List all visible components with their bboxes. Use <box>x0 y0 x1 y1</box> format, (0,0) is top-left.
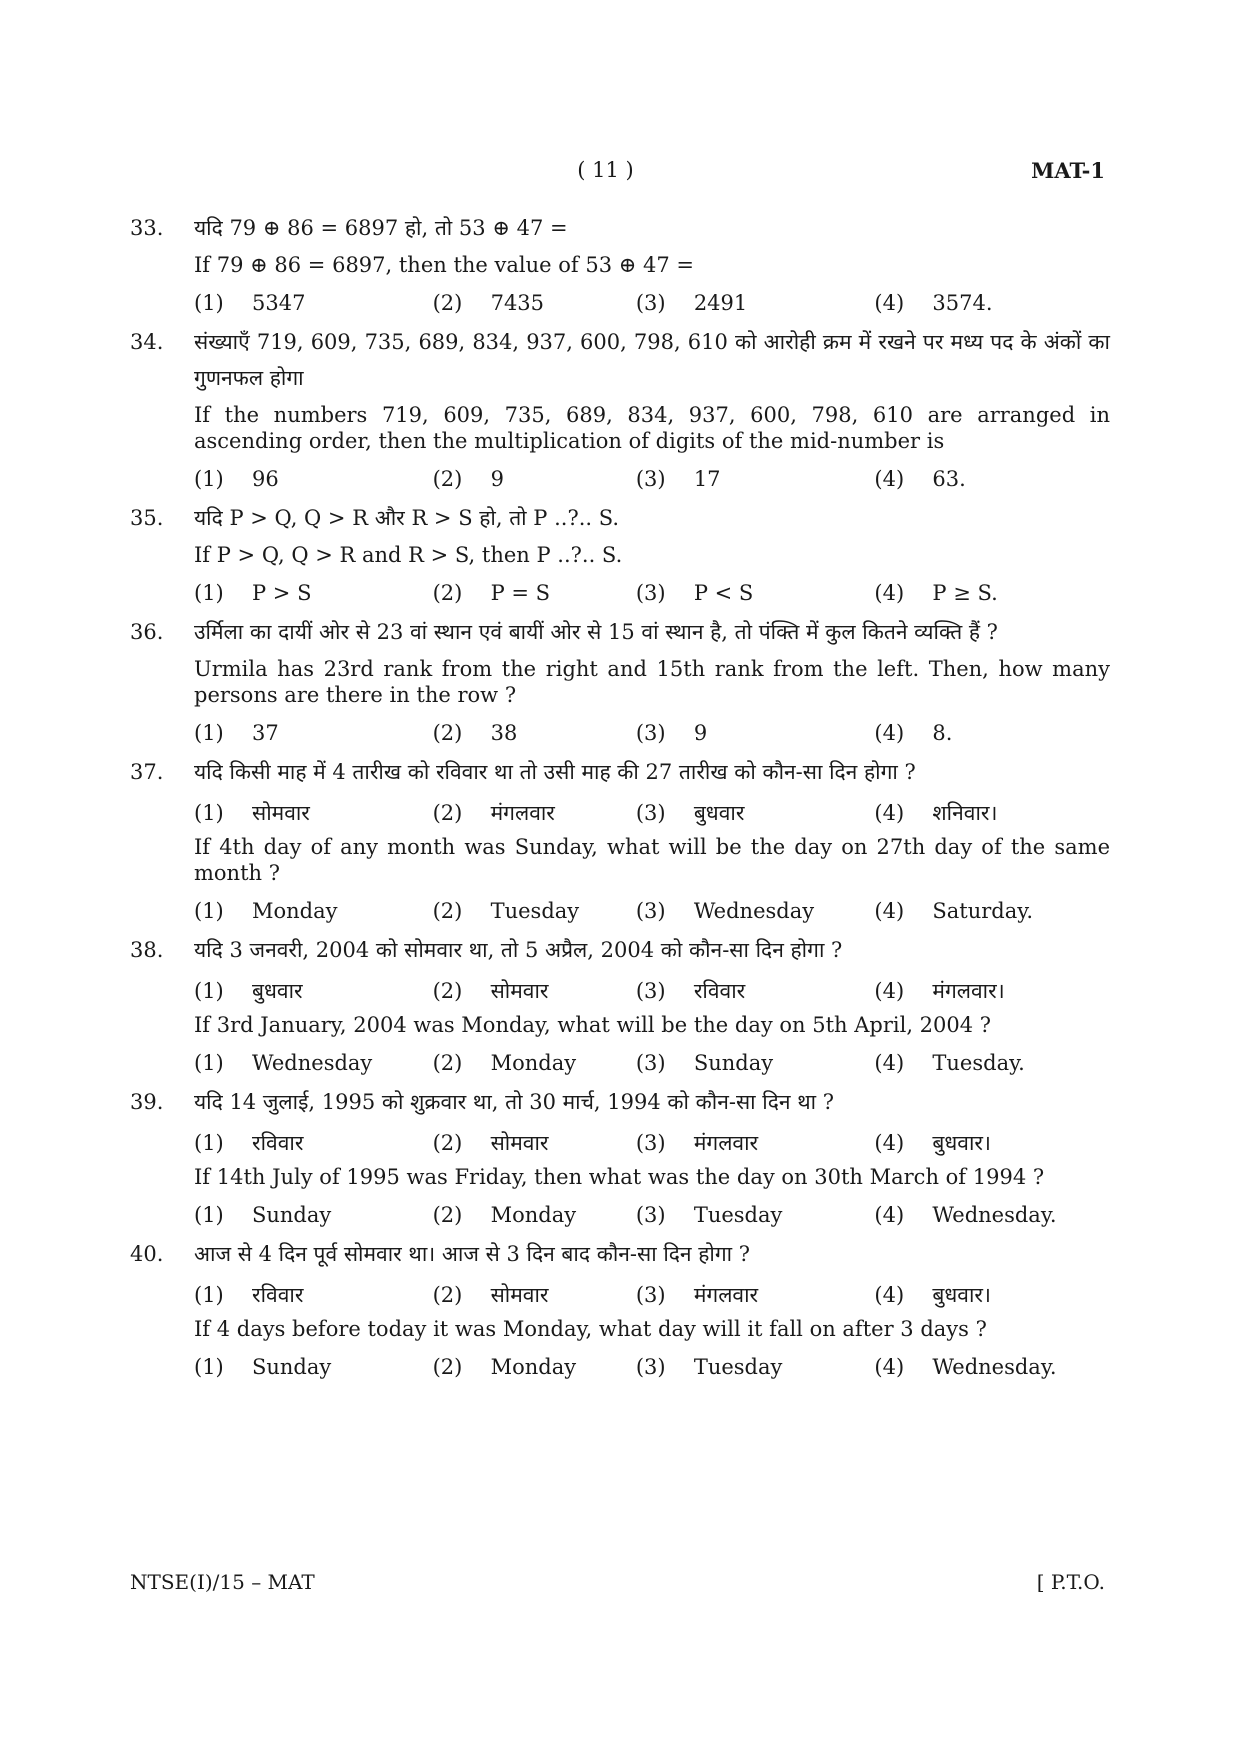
question-text-hindi: आज से 4 दिन पूर्व सोमवार था। आज से 3 दिन बाद कौन-सा दिन होगा ? <box>194 1242 751 1266</box>
option-number: (4) <box>874 581 905 605</box>
option-number: (3) <box>635 979 666 1003</box>
option-text: बुधवार। <box>932 1283 991 1307</box>
option-text: मंगलवार <box>490 801 555 825</box>
option-item <box>194 576 433 610</box>
option-number: (2) <box>432 899 463 923</box>
option-item <box>194 1278 433 1312</box>
question-block <box>130 500 1110 610</box>
option-number: (4) <box>874 1203 905 1227</box>
question-text-english: If P > Q, Q > R and R > S, then P ..?.. S. <box>194 543 623 567</box>
option-item <box>636 796 875 830</box>
options-english <box>194 576 1110 610</box>
option-number: (1) <box>194 1283 224 1307</box>
option-item <box>433 576 636 610</box>
options-hindi <box>194 796 1110 830</box>
option-number: (2) <box>432 1355 463 1379</box>
options-english <box>194 894 1110 928</box>
option-item <box>874 286 1110 320</box>
option-item <box>433 462 636 496</box>
option-number: (3) <box>635 721 666 745</box>
option-item <box>194 1126 433 1160</box>
question-number: 39. <box>130 1090 164 1114</box>
option-number: (2) <box>432 581 463 605</box>
option-item <box>194 1198 433 1232</box>
option-text: बुधवार। <box>932 1131 991 1155</box>
option-number: (4) <box>874 721 905 745</box>
option-number: (4) <box>874 467 905 491</box>
option-text: Monday <box>490 1051 577 1075</box>
option-item <box>874 576 1110 610</box>
option-number: (4) <box>874 1355 905 1379</box>
question-body <box>194 324 1110 496</box>
option-number: (4) <box>874 801 905 825</box>
option-number: (3) <box>635 467 666 491</box>
option-number: (1) <box>194 721 224 745</box>
option-item <box>636 1198 875 1232</box>
option-item <box>433 1126 636 1160</box>
option-item <box>433 286 636 320</box>
question-number: 34. <box>130 330 164 354</box>
option-text: Monday <box>490 1355 577 1379</box>
options-hindi <box>194 1278 1110 1312</box>
option-item <box>636 716 875 750</box>
footer-paper-id: NTSE(I)/15 – MAT <box>130 1570 315 1594</box>
question-block <box>130 1236 1110 1384</box>
option-text: Wednesday <box>252 1051 373 1075</box>
option-text: शनिवार। <box>932 801 998 825</box>
option-text: Sunday <box>693 1051 774 1075</box>
question-body <box>194 614 1110 750</box>
option-item <box>194 462 433 496</box>
option-number: (1) <box>194 467 224 491</box>
paper-code: MAT-1 <box>1031 158 1105 183</box>
option-number: (2) <box>432 1283 463 1307</box>
option-text: मंगलवार <box>693 1131 759 1155</box>
question-block <box>130 324 1110 496</box>
option-text: 17 <box>693 467 721 491</box>
option-item <box>874 1278 1110 1312</box>
option-item <box>636 462 875 496</box>
option-number: (3) <box>635 1283 666 1307</box>
option-text: सोमवार <box>490 1131 549 1155</box>
option-item <box>194 1350 433 1384</box>
option-text: 9 <box>490 467 504 491</box>
question-number: 38. <box>130 938 164 962</box>
option-number: (1) <box>194 801 224 825</box>
option-item <box>636 974 875 1008</box>
option-item <box>194 1046 433 1080</box>
question-number: 35. <box>130 506 164 530</box>
option-number: (2) <box>432 467 463 491</box>
option-number: (4) <box>874 291 905 315</box>
option-number: (1) <box>194 291 224 315</box>
option-text: 8. <box>932 721 953 745</box>
option-item <box>433 1046 636 1080</box>
question-text-hindi: यदि 14 जुलाई, 1995 को शुक्रवार था, तो 30 मार्च, 1994 को कौन-सा दिन था ? <box>194 1090 834 1114</box>
option-text: मंगलवार। <box>932 979 1005 1003</box>
question-text-english: If the numbers 719, 609, 735, 689, 834, 937, 600, 798, 610 are arranged in ascending order, then the multiplication of digits of the mid-number is <box>194 403 1110 453</box>
question-block <box>130 614 1110 750</box>
option-item <box>636 894 875 928</box>
option-number: (1) <box>194 899 224 923</box>
option-text: Tuesday. <box>932 1051 1025 1075</box>
question-text-english: If 4 days before today it was Monday, what day will it fall on after 3 days ? <box>194 1317 987 1341</box>
option-text: Wednesday. <box>932 1355 1057 1379</box>
option-number: (1) <box>194 979 224 1003</box>
option-number: (4) <box>874 1051 905 1075</box>
question-body <box>194 754 1110 928</box>
option-item <box>194 894 433 928</box>
options-english <box>194 286 1110 320</box>
option-item <box>194 286 433 320</box>
question-text-hindi: यदि 3 जनवरी, 2004 को सोमवार था, तो 5 अप्रैल, 2004 को कौन-सा दिन होगा ? <box>194 938 843 962</box>
option-text: Sunday <box>252 1355 332 1379</box>
option-text: P > S <box>252 581 312 605</box>
question-body <box>194 210 1110 320</box>
option-text: P < S <box>693 581 754 605</box>
question-text-hindi: यदि P > Q, Q > R और R > S हो, तो P ..?.. S. <box>194 506 620 530</box>
option-number: (1) <box>194 1203 224 1227</box>
option-number: (2) <box>432 1051 463 1075</box>
option-text: P ≥ S. <box>932 581 998 605</box>
option-item <box>433 1198 636 1232</box>
option-item <box>874 894 1110 928</box>
options-english <box>194 1046 1110 1080</box>
question-text-english: Urmila has 23rd rank from the right and 15th rank from the left. Then, how many persons are there in the row ? <box>194 657 1110 707</box>
option-text: सोमवार <box>252 801 310 825</box>
page-number: ( 11 ) <box>577 158 634 182</box>
question-text-english: If 79 ⊕ 86 = 6897, then the value of 53 ⊕ 47 = <box>194 253 695 277</box>
question-text-hindi: संख्याएँ 719, 609, 735, 689, 834, 937, 600, 798, 610 को आरोही क्रम में रखने पर मध्य पद के अंकों का गुणनफल होगा <box>194 330 1110 390</box>
option-item <box>636 1126 875 1160</box>
options-hindi <box>194 974 1110 1008</box>
question-text-english: If 4th day of any month was Sunday, what will be the day on 27th day of the same month ? <box>194 835 1110 885</box>
option-text: मंगलवार <box>693 1283 759 1307</box>
option-text: सोमवार <box>490 1283 549 1307</box>
option-text: Monday <box>490 1203 577 1227</box>
question-body <box>194 500 1110 610</box>
option-number: (3) <box>635 1203 666 1227</box>
option-item <box>874 1126 1110 1160</box>
option-number: (3) <box>635 581 666 605</box>
option-text: 9 <box>693 721 708 745</box>
question-number: 37. <box>130 760 164 784</box>
option-text: 63. <box>932 467 966 491</box>
question-body <box>194 1236 1110 1384</box>
option-text: Saturday. <box>932 899 1034 923</box>
options-english <box>194 1198 1110 1232</box>
option-number: (2) <box>432 1131 463 1155</box>
option-text: 5347 <box>252 291 306 315</box>
question-block <box>130 1084 1110 1232</box>
option-number: (3) <box>635 1355 666 1379</box>
option-text: 37 <box>252 721 279 745</box>
option-number: (2) <box>432 1203 463 1227</box>
option-item <box>874 974 1110 1008</box>
question-text-hindi: यदि 79 ⊕ 86 = 6897 हो, तो 53 ⊕ 47 = <box>194 216 568 240</box>
option-text: Tuesday <box>490 899 580 923</box>
option-number: (1) <box>194 1355 224 1379</box>
option-number: (1) <box>194 1051 224 1075</box>
options-english <box>194 462 1110 496</box>
option-text: 3574. <box>932 291 993 315</box>
option-item <box>433 894 636 928</box>
option-number: (2) <box>432 979 463 1003</box>
option-number: (3) <box>635 801 666 825</box>
question-number: 40. <box>130 1242 164 1266</box>
question-list <box>130 210 1110 1388</box>
footer-pto: [ P.T.O. <box>1036 1570 1105 1594</box>
option-item <box>636 286 875 320</box>
option-number: (1) <box>194 1131 224 1155</box>
option-number: (4) <box>874 979 905 1003</box>
option-text: बुधवार <box>252 979 303 1003</box>
option-text: Monday <box>252 899 338 923</box>
option-text: 38 <box>490 721 518 745</box>
option-item <box>636 1350 875 1384</box>
option-item <box>194 716 433 750</box>
question-block <box>130 210 1110 320</box>
option-text: P = S <box>490 581 551 605</box>
option-item <box>433 716 636 750</box>
option-item <box>874 1046 1110 1080</box>
option-number: (2) <box>432 291 463 315</box>
question-block <box>130 932 1110 1080</box>
question-block <box>130 754 1110 928</box>
option-item <box>433 1278 636 1312</box>
option-text: सोमवार <box>490 979 549 1003</box>
option-item <box>874 796 1110 830</box>
option-number: (2) <box>432 801 463 825</box>
question-body <box>194 932 1110 1080</box>
option-text: Sunday <box>252 1203 332 1227</box>
question-text-english: If 14th July of 1995 was Friday, then what was the day on 30th March of 1994 ? <box>194 1165 1045 1189</box>
question-text-hindi: यदि किसी माह में 4 तारीख को रविवार था तो उसी माह की 27 तारीख को कौन-सा दिन होगा ? <box>194 760 916 784</box>
option-item <box>874 1198 1110 1232</box>
option-item <box>636 1278 875 1312</box>
option-number: (4) <box>874 1131 905 1155</box>
option-item <box>874 1350 1110 1384</box>
option-text: रविवार <box>693 979 746 1003</box>
option-item <box>194 974 433 1008</box>
option-item <box>433 796 636 830</box>
option-text: 96 <box>252 467 279 491</box>
option-text: Wednesday. <box>932 1203 1057 1227</box>
option-item <box>433 1350 636 1384</box>
option-item <box>636 1046 875 1080</box>
question-text-hindi: उर्मिला का दायीं ओर से 23 वां स्थान एवं बायीं ओर से 15 वां स्थान है, तो पंक्ति में कुल कितने व्यक्ति हैं ? <box>194 620 998 644</box>
option-item <box>433 974 636 1008</box>
option-text: 7435 <box>490 291 545 315</box>
options-english <box>194 716 1110 750</box>
question-text-english: If 3rd January, 2004 was Monday, what will be the day on 5th April, 2004 ? <box>194 1013 992 1037</box>
option-text: Tuesday <box>693 1355 783 1379</box>
option-number: (3) <box>635 291 666 315</box>
option-number: (3) <box>635 1131 666 1155</box>
options-english <box>194 1350 1110 1384</box>
question-number: 36. <box>130 620 164 644</box>
options-hindi <box>194 1126 1110 1160</box>
option-text: 2491 <box>693 291 748 315</box>
option-number: (4) <box>874 899 905 923</box>
option-number: (1) <box>194 581 224 605</box>
option-item <box>636 576 875 610</box>
option-text: Tuesday <box>693 1203 783 1227</box>
option-number: (3) <box>635 899 666 923</box>
option-item <box>874 462 1110 496</box>
option-text: बुधवार <box>693 801 745 825</box>
option-text: रविवार <box>252 1283 304 1307</box>
question-number: 33. <box>130 216 164 240</box>
option-number: (2) <box>432 721 463 745</box>
option-item <box>194 796 433 830</box>
option-number: (4) <box>874 1283 905 1307</box>
question-body <box>194 1084 1110 1232</box>
option-text: रविवार <box>252 1131 304 1155</box>
option-text: Wednesday <box>693 899 815 923</box>
option-number: (3) <box>635 1051 666 1075</box>
option-item <box>874 716 1110 750</box>
